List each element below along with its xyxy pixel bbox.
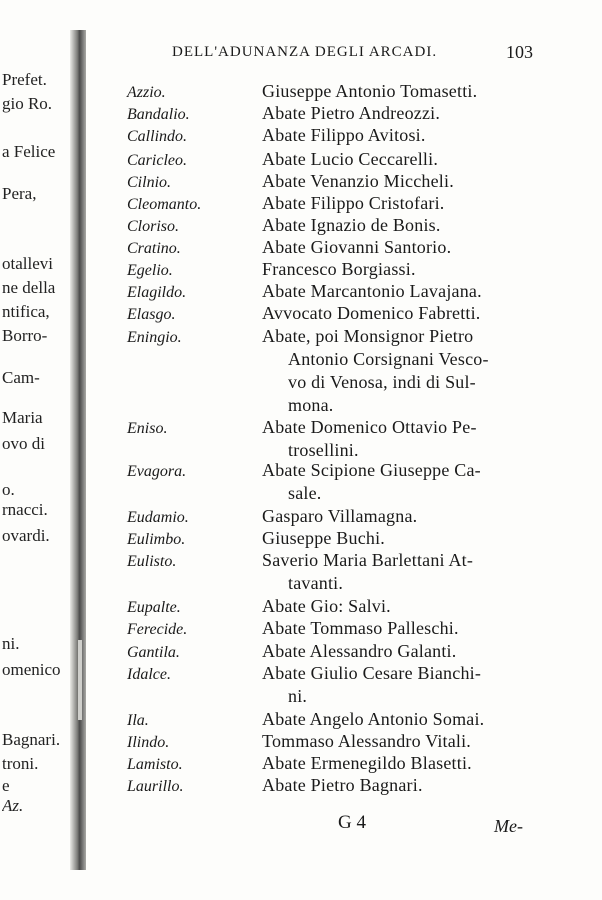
facing-page-fragment: ni.	[2, 634, 20, 653]
arcadian-name: Eniso.	[127, 420, 168, 437]
arcadian-name: Cleomanto.	[127, 196, 202, 213]
arcadian-name: Ila.	[127, 712, 149, 729]
member-name: Gasparo Villamagna.	[262, 506, 418, 526]
member-name: Abate Alessandro Galanti.	[262, 641, 457, 661]
facing-page-fragment: ntifica,	[2, 302, 50, 321]
member-name: Tommaso Alessandro Vitali.	[262, 731, 472, 751]
member-name: Abate Pietro Andreozzi.	[262, 103, 441, 123]
member-name: Abate Domenico Ottavio Pe-	[262, 417, 477, 437]
arcadian-name: Ferecide.	[127, 621, 188, 638]
facing-page-fragment: gio Ro.	[2, 94, 53, 113]
facing-page-fragment: Cam-	[2, 368, 40, 387]
member-name: Abate Angelo Antonio Somai.	[262, 709, 485, 729]
running-title: DELL'ADUNANZA DEGLI ARCADI.	[172, 44, 438, 60]
member-name-continuation: sale.	[288, 483, 322, 503]
facing-page-fragment: e	[2, 776, 10, 795]
member-name: Abate Ermenegildo Blasetti.	[262, 753, 472, 773]
member-name: Giuseppe Antonio Tomasetti.	[262, 81, 478, 101]
member-name-continuation: vo di Venosa, indi di Sul-	[288, 372, 476, 392]
member-name: Giuseppe Buchi.	[262, 528, 385, 548]
facing-page-fragment: troni.	[2, 754, 39, 773]
facing-page-fragment: Maria	[2, 408, 43, 427]
member-name-continuation: mona.	[288, 395, 334, 415]
book-gutter	[70, 30, 86, 870]
arcadian-name: Cloriso.	[127, 218, 180, 235]
gutter-shadow	[78, 640, 82, 720]
page-number: 103	[506, 42, 533, 62]
member-name: Abate Giulio Cesare Bianchi-	[262, 663, 482, 683]
facing-page-fragment: Az.	[2, 796, 24, 815]
member-name: Abate Filippo Cristofari.	[262, 193, 445, 213]
member-name: Abate Lucio Ceccarelli.	[262, 149, 439, 169]
facing-page-fragment: Borro-	[2, 326, 48, 345]
member-name: Abate Filippo Avitosi.	[262, 125, 426, 145]
facing-page-fragment: omenico	[2, 660, 61, 679]
facing-page-fragment: ovardi.	[2, 526, 50, 545]
arcadian-name: Evagora.	[127, 463, 187, 480]
facing-page-fragment: Pera,	[2, 184, 37, 203]
arcadian-name: Eupalte.	[127, 599, 181, 616]
member-name: Abate, poi Monsignor Pietro	[262, 326, 474, 346]
arcadian-name: Eulisto.	[127, 553, 177, 570]
member-name: Abate Venanzio Miccheli.	[262, 171, 454, 191]
catchword: Me-	[494, 816, 523, 836]
facing-page-fragment: Bagnari.	[2, 730, 61, 749]
arcadian-name: Idalce.	[127, 666, 171, 683]
signature-mark: G 4	[338, 812, 366, 833]
arcadian-name: Eudamio.	[127, 509, 189, 526]
member-name: Abate Giovanni Santorio.	[262, 237, 452, 257]
member-name-continuation: trosellini.	[288, 440, 359, 460]
member-name: Saverio Maria Barlettani At-	[262, 550, 474, 570]
member-name-continuation: ni.	[288, 686, 308, 706]
member-name-continuation: Antonio Corsignani Vesco-	[288, 349, 489, 369]
arcadian-name: Bandalio.	[127, 106, 190, 123]
arcadian-name: Eningio.	[127, 329, 182, 346]
facing-page-fragment: a Felice	[2, 142, 56, 161]
facing-page-fragment: ovo di	[2, 434, 45, 453]
member-name: Abate Scipione Giuseppe Ca-	[262, 460, 481, 480]
arcadian-name: Gantila.	[127, 644, 180, 661]
facing-page-fragment: Prefet.	[2, 70, 47, 89]
member-name: Abate Tommaso Palleschi.	[262, 618, 459, 638]
member-name: Avvocato Domenico Fabretti.	[262, 303, 481, 323]
arcadian-name: Ilindo.	[127, 734, 170, 751]
arcadian-name: Azzio.	[127, 84, 166, 101]
facing-page-fragment: o.	[2, 480, 15, 499]
facing-page-fragment: ne della	[2, 278, 56, 297]
arcadian-name: Cratino.	[127, 240, 181, 257]
arcadian-name: Egelio.	[127, 262, 173, 279]
member-name: Abate Gio: Salvi.	[262, 596, 391, 616]
arcadian-name: Caricleo.	[127, 152, 187, 169]
facing-page-fragment: rnacci.	[2, 500, 48, 519]
arcadian-name: Eulimbo.	[127, 531, 186, 548]
arcadian-name: Callindo.	[127, 128, 188, 145]
member-name: Abate Marcantonio Lavajana.	[262, 281, 482, 301]
member-name-continuation: tavanti.	[288, 573, 344, 593]
arcadian-name: Elagildo.	[127, 284, 187, 301]
member-name: Abate Pietro Bagnari.	[262, 775, 423, 795]
arcadian-name: Elasgo.	[127, 306, 176, 323]
arcadian-name: Lamisto.	[127, 756, 183, 773]
arcadian-name: Cilnio.	[127, 174, 172, 191]
member-name: Abate Ignazio de Bonis.	[262, 215, 441, 235]
member-name: Francesco Borgiassi.	[262, 259, 416, 279]
arcadian-name: Laurillo.	[127, 778, 184, 795]
facing-page-fragment: otallevi	[2, 254, 53, 273]
